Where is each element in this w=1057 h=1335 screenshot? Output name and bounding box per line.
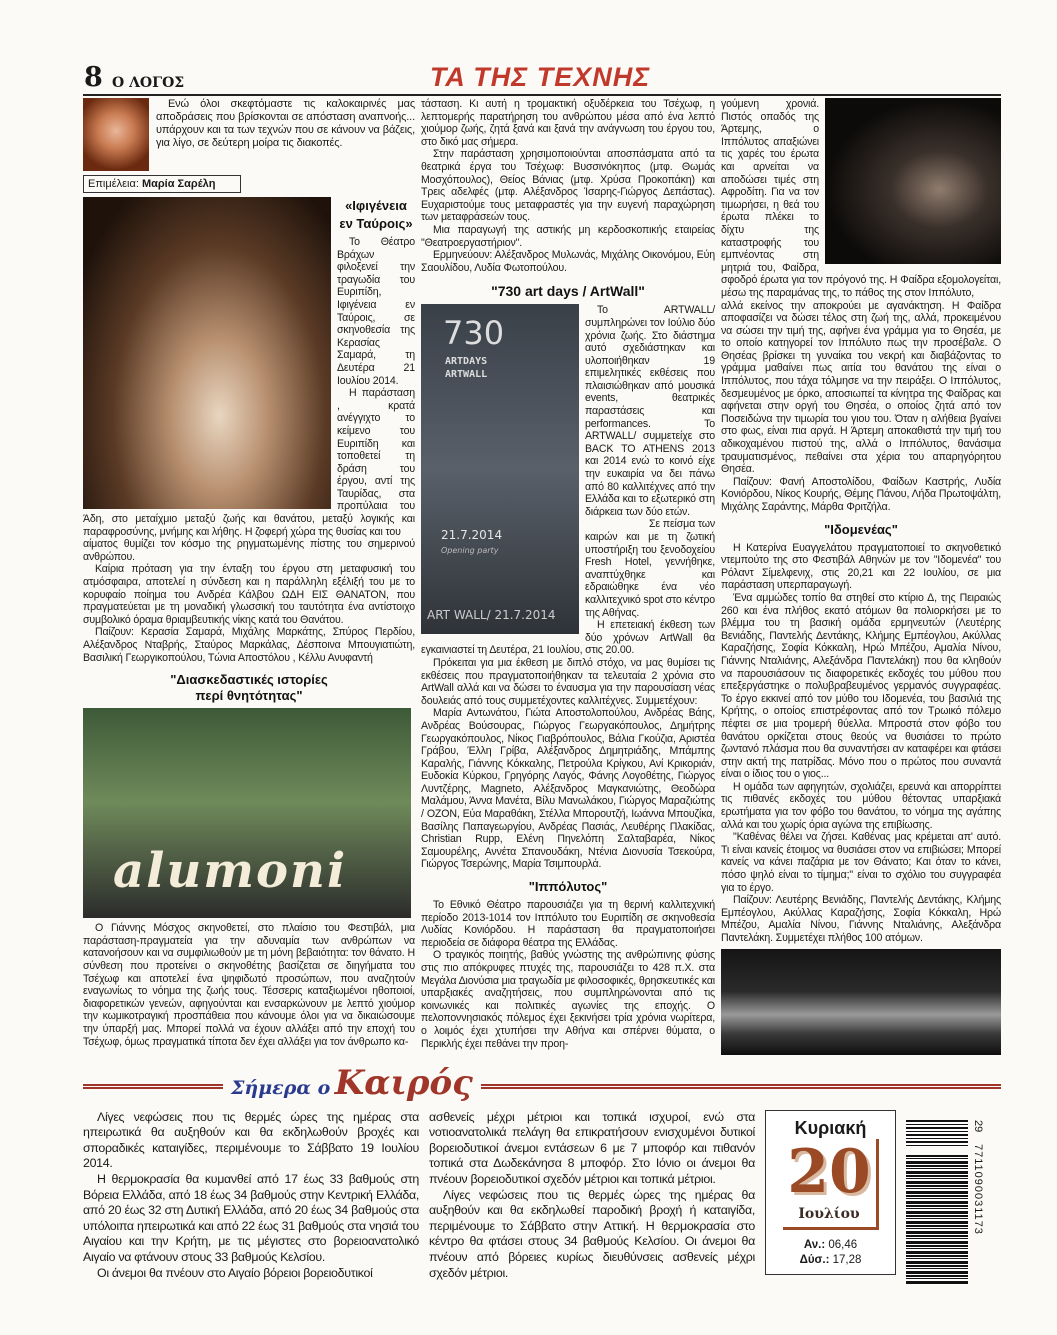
editor-name: Μαρία Σαρέλη bbox=[141, 178, 216, 190]
page-body bbox=[83, 98, 1001, 1285]
editor-credit bbox=[83, 175, 241, 193]
poster-date: 21.7.2014 bbox=[441, 528, 503, 543]
poster-number: 730 bbox=[443, 314, 505, 353]
paper-name: Ο ΛΟΓΟΣ bbox=[112, 75, 185, 91]
page-number: 8 bbox=[84, 62, 103, 93]
intro-text: Ενώ όλοι σκεφτόμαστε τις καλοκαιρινές μας αποδράσεις που βρίσκονται σε απόσταση αναπνοής... υπάρχουν και τα των τεχνών που σε κάνουν να βάζεις, για λίγο, σε δεύτερη μοίρα τις διακοπές. bbox=[156, 98, 415, 149]
weather-section bbox=[83, 1110, 1001, 1285]
poster-line1: ARTDAYS bbox=[445, 356, 488, 368]
intro bbox=[83, 98, 415, 171]
weather-banner-small: Σήμερα ο bbox=[231, 1076, 331, 1099]
barcode-labels bbox=[971, 1120, 984, 1235]
idomeneas-body: Η Κατερίνα Ευαγγελάτου πραγματοποιεί το σκηνοθετικό ντεμπούτο της στο Φεστιβάλ Αθηνών με τον "Ιδομενέα" του Ρόλαντ Σίμελφενιχ, στις 20,21 και 22 Ιουλίου, σε μια παράσταση υπερπαραγωγή. Ένα αμμώδες τοπίο θα στηθεί στο κτίριο Δ, της Πειραιώς 260 και ένα πλήθος εκατό ατόμων θα πολιορκήσει με το βλέμμα του τη βασική ομάδα ερμηνευτών (Λευτέρης Βενιάδης, Παντελής Δεντάκης, Κλήμης Εμπέογλου, Ακύλλας Καραζήσης, Σοφία Κόκκαλη, Ηρώ Μπέζου, Αμαλία Νίνου, Γιάννης Νταλιάνης, Αλεξάνδρα Παντελάκη) που θα κληθούν να παρουσιάσουν τις διαφορετικές εκδοχές του μύθου που επεξεργάστηκε ο πολυβραβευμένος γερμανός συγγραφέας. Το έργο εκκινεί από τον μύθο του Ιδομενέα, του βασιλιά της Κρήτης, ο οποίος επιστρέφοντας από τον Τρωικό πόλεμο πέφτει σε μια τρομερή θύελλα. Μπροστά στον φόβο του θανάτου ορκίζεται στους θεούς να θυσιάσει το πρώτο ζωντανό πλάσμα που θα συναντήσει αν καταφέρει και φτάσει στην ακτή της πατρίδας. Μόνο που ο πρώτος που συναντά είναι ο ίδιος του ο γιος... Η ομάδα των αφηγητών, σχολιάζει, ερευνά και απορρίπτει τις πιθανές εκδοχές του μύθου θέτοντας υπαρξιακά ερωτήματα για τον φόβο του θανάτου, το νόημα της αγάπης αλλά και του χωρίς όρια αγώνα της επιβίωσης. "Καθένας θέλει να ζήσει. Καθένας μας κρέμεται απ' αυτό. Τι είναι κανείς έτοιμος να θυσιάσει στον να επιβιώσει; Μπορεί κανείς να κάνει παζάρια με τον Θάνατο; Και όταν το κάνει, πόσο ψηλό είναι το τίμημα;" είναι το σχόλιο του συγγραφέα για το έργο. Παίζουν: Λευτέρης Βενιάδης, Παντελής Δεντάκης, Κλήμης Εμπέογλου, Ακύλλας Καραζήσης, Σοφία Κόκκαλη, Ηρώ Μπέζου, Αμαλία Νίνου, Γιάννης Νταλιάνης, Αλεξάνδρα Παντελάκη. Συμμετέχει πλήθος 100 ατόμων. bbox=[721, 541, 1001, 944]
chekhov-body: Ο Γιάννης Μόσχος σκηνοθετεί, στο πλαίσιο του Φεστιβάλ, μια παράσταση-πραγματεία για την αδυναμία των ανθρώπων να κατανοήσουν και να συμφιλιωθούν με τη μόνη βεβαιότητα: τον θάνατο. Η σύνθεση που προτείνει ο σκηνοθέτης βασίζεται σε διηγήματα του Τσέχωφ και αποτελεί ένα ψηφιδωτό προσώπων, που αναζητούν εναγωνίως το νόημα της ζωής τους. Τέσσερις καταξιωμένοι ηθοποιοί, διαφορετικών γενεών, αφηγούνται και ενσαρκώνουν με λεπτό χιούμορ την κωμικοτραγική προσπάθεια που κάνουμε όλοι για να δικαιώσουμε την ύπαρξή μας. Μπορεί πολλά να έχουν αλλάξει από την εποχή του Τσέχωφ, όμως πραγματικά τίποτα δεν έχει αλλάξει για τον άνθρωπο κα- bbox=[83, 922, 415, 1048]
article-columns bbox=[83, 98, 1001, 1055]
barcode-bars bbox=[906, 1155, 968, 1285]
poster-line2: ARTWALL bbox=[445, 369, 488, 381]
weather-rule-right bbox=[481, 1084, 1001, 1089]
barcode-issue: 29 bbox=[972, 1119, 984, 1132]
barcode-number: 7711090031173 bbox=[972, 1143, 984, 1235]
date-day: Κυριακή bbox=[794, 1117, 867, 1138]
section-title: ΤΑ ΤΗΣ ΤΕΧΝΗΣ bbox=[429, 62, 651, 92]
artwall-article bbox=[421, 304, 715, 871]
artwall-poster bbox=[421, 304, 579, 634]
barcode-issue-bars bbox=[906, 1120, 968, 1147]
weather-banner bbox=[231, 1063, 473, 1110]
date-number: 20 bbox=[787, 1136, 871, 1207]
chekhov-body-cont: τάσταση. Κι αυτή η τρομακτική οξυδέρκεια του Τσέχωφ, η λεπτομερής παρατήρηση του ανθρώπου μέσα από ένα λεπτό χιούμορ ζωής, ζητά ξανά και ξανά την ανάγνωση του έργου του, στο δικό μας σήμερα. Στην παράσταση χρησιμοποιούνται αποσπάσματα από τα θεατρικά έργα του Τσέχωφ: Βυσσινόκηπος (μτφ. Θωμάς Μοσχόπουλος), Θείος Βάνιας (μτφ. Χρύσα Προκοπάκη) και Τρεις αδελφές (μτφ. Αλέξανδρος Ίσαρης-Γιώργος Δεπάστας). Ευχαριστούμε τους μεταφραστές για την ευγενή παραχώρηση των μεταφράσεών τους. Μια παραγωγή της αστικής μη κερδοσκοπικής εταιρείας "Θεατροεργαστήριον". Ερμηνεύουν: Αλέξανδρος Μυλωνάς, Μιχάλης Οικονόμου, Εύη Σαουλίδου, Λυδία Φωτοπούλου. bbox=[421, 98, 715, 274]
date-frame bbox=[783, 1136, 879, 1230]
hippolytus-body: Το Εθνικό Θέατρο παρουσιάζει για τη θερινή καλλιτεχνική περίοδο 2013-1014 τον Ιππόλυτο του Ευριπίδη σε σκηνοθεσία Λυδίας Κονιόρδου. Η παράσταση θα πραγματοποιήσει περιοδεία σε διάφορα θέατρα της Ελλάδας. Ο τραγικός ποιητής, βαθύς γνώστης της ανθρώπινης φύσης στις πιο απόκρυφες πτυχές της, παρουσιάζει το 428 π.Χ. στα Μεγάλα Διονύσια μια τραγωδία με φιλοσοφικές, θρησκευτικές και υπαρξιακές αναζητήσεις, που συμπληρώνονται από τις κοινωνικές και πολιτικές αγωνίες της εποχής. Ο πελοποννησιακός πόλεμος έχει ξεκινήσει τρία χρόνια νωρίτερα, ο λοιμός έχει χτυπήσει την Αθήνα και σπέρνει θύματα, ο Περικλής έχει πεθάνει την προη- bbox=[421, 899, 715, 1050]
poster-subtitle: Opening party bbox=[441, 546, 499, 556]
weather-banner-row bbox=[83, 1063, 1001, 1110]
chekhov-photo bbox=[83, 708, 411, 918]
editor-photo bbox=[83, 98, 149, 171]
idomeneas-photo bbox=[721, 949, 1001, 1055]
hippolytus-photo bbox=[825, 98, 1001, 264]
sunset: Δύσ.: 17,28 bbox=[799, 1253, 862, 1266]
iphigenia-photo bbox=[83, 197, 331, 509]
column-1 bbox=[83, 98, 415, 1048]
photo-sign: alumoni bbox=[113, 843, 348, 900]
column-2 bbox=[421, 98, 715, 1050]
idomeneas-title: "Ιδομενέας" bbox=[824, 521, 898, 537]
editor-label: Επιμέλεια: bbox=[88, 178, 139, 190]
weather-banner-big: Καιρός bbox=[334, 1062, 473, 1103]
barcode bbox=[906, 1110, 984, 1285]
barcode-bars-group bbox=[906, 1120, 968, 1285]
weather-rule-left bbox=[83, 1084, 223, 1089]
date-month: Ιουλίου bbox=[798, 1205, 860, 1222]
chekhov-title: "Διασκεδαστικές ιστορίες περί θνητότητας" bbox=[170, 672, 328, 704]
date-box bbox=[765, 1110, 896, 1275]
sunrise: Αν.: 06,46 bbox=[803, 1238, 858, 1251]
iphigenia-article bbox=[83, 197, 415, 664]
weather-forecast-left: Λίγες νεφώσεις που τις θερμές ώρες της ημέρας στα ηπειρωτικά θα αυξηθούν και θα εκδηλωθούν βροχές και σποραδικές καταιγίδες, περιμένουμε το Σάββατο 19 Ιουλίου 2014. Η θερμοκρασία θα κυμανθεί από 17 έως 33 βαθμούς στη Βόρεια Ελλάδα, από 18 έως 34 βαθμούς στην Κεντρική Ελλάδα, από 20 έως 32 στη Δυτική Ελλάδα, από 20 έως 34 βαθμούς στα υπόλοιπα ηπειρωτικά και από 22 έως 31 βαθμούς στα νησιά του Αιγαίου και την Κρήτη, με τις μέγιστες στο βορειοανατολικό Αιγαίο να φτάνουν στους 33 βαθμούς Κελσίου. Οι άνεμοι θα πνέουν στο Αιγαίο βόρειοι βορειοδυτικοί bbox=[83, 1109, 419, 1280]
iphigenia-title: «Ιφιγένεια εν Ταύροις» bbox=[339, 198, 413, 231]
hippolytus-title: "Ιππόλυτος" bbox=[528, 879, 608, 895]
hippolytus-cont bbox=[721, 98, 1001, 514]
artwall-body: Το ARTWALL/ συμπληρώνει τον Ιούλιο δύο χρόνια ζωής. Στο διάστημα αυτό σχεδιάστηκαν και υλοποιήθηκαν 19 επιμελητικές εκθέσεις που πλαισιώθηκαν από μουσικά events, θεατρικές παραστάσεις και performances. Το ARTWALL/ συμμετείχε στο BACK TO ATHENS 2013 και 2014 ενώ το κοινό είχε την ευκαιρία να δει πάνω από 80 καλλιτέχνες από την Ελλάδα και το εξωτερικό στη διάρκεια των δύο ετών. Σε πείσμα των καιρών και με τη ζωτική υποστήριξη του ξενοδοχείου Fresh Hotel, γεννήθηκε, αναπτύχθηκε και εδραιώθηκε ένα νέο καλλιτεχνικό spot στο κέντρο της Αθήνας. Η επετειακή έκθεση των δύο χρόνων ArtWall θα εγκαινιαστεί τη Δευτέρα, 21 Ιουλίου, στις 20.00. Πρόκειται για μια έκθεση με διπλό στόχο, να μας θυμίσει τις εκθέσεις που πραγματοποιήθηκαν τα τελευταία 2 χρόνια στο ArtWall αλλά και να δώσει το έναυσμα για την παρουσίαση νέας δουλειάς από τους συμμετέχοντες καλλιτέχνες. Συμμετέχουν: Μαρία Αντωνάτου, Γιώτα Αποστολοπούλου, Ανδρέας Βάης, Ανδρέας Βούσουρας, Γιώργος Γεωργακόπουλος, Δημήτρης Γεωργακόπουλος, Νίκος Γιαβρόπουλος, Βάλια Γκούζια, Αριστέα Γράβου, Έλλη Γρίβα, Αλέξανδρος Δημητριάδης, Μπάμπης Καραλής, Γιάννης Κόκκαλης, Πετρούλα Κρίγκου, Ανί Κρικοριάν, Ευδοκία Κύρκου, Γρηγόρης Λαγός, Φάνης Λογοθέτης, Γιώργος Λυντζέρης, Magneto, Αλέξανδρος Μαγκανιώτης, Θεοδώρα Μαλάμου, Άννα Μανέτα, Βίλυ Μανωλάκου, Γιώργος Μαραζιώτης / OZON, Εύα Μαραθάκη, Στέλλα Μπορουτζή, Ιωάννα Μπουζίκα, Βασίλης Παπαγεωργίου, Ανδρέας Πασιάς, Λευθέρης Πλακίδας, Christian Rupp, Ελένη Πηνελόπη Σαλταβαρέα, Νίκος Σαμουρέλης, Αννέτα Σπανουδάκη, Ντένια Διονυσία Τσεκούρα, Γιώργος Τσερώνης, Μαρία Τσιμπουρλά. bbox=[421, 304, 715, 871]
header-rule bbox=[83, 94, 1001, 96]
artwall-title: "730 art days / ArtWall" bbox=[491, 283, 645, 300]
column-3 bbox=[721, 98, 1001, 1055]
weather-forecast-right: ασθενείς μέχρι μέτριοι και τοπικά ισχυροί, ενώ στα νοτιοανατολικά πελάγη θα επικρατήσουν ενισχυμένοι δυτικοί βορειοδυτικοί άνεμοι εντάσεων 6 με 7 μποφόρ και πιθανόν τοπικά στα Δωδεκάνησα 8 μποφόρ. Στο Ιόνιο οι άνεμοι θα πνέουν βορειοδυτικοί σχεδόν μέτριοι και τοπικά μέτριοι. Λίγες νεφώσεις που τις θερμές ώρες της ημέρας θα αυξηθούν και θα εκδηλωθεί παροδική βροχή ή καταιγίδα, περιμένουμε το Σάββατο στην Αττική. Η θερμοκρασία στο κέντρο θα φτάσει στους 34 βαθμούς Κελσίου. Οι άνεμοι θα πνέουν από βόρειες κυρίως διευθύνσεις ασθενείς μέχρι σχεδόν μέτριοι. bbox=[429, 1109, 755, 1280]
poster-bottom: ART WALL/ 21.7.2014 bbox=[427, 608, 556, 623]
iphigenia-body-narrow: Το Θέατρο Βράχων φιλοξενεί την τραγωδία του Ευριπίδη, Ιφιγένεια εν Ταύροις, σε σκηνοθεσία της Κερασίας Σαμαρά, τη Δευτέρα 21 Ιουλίου 2014. Η παράσταση , κρατά ανέγγιχτο το κείμενο του Ευριπίδη και τοποθετεί τη δράση του έργου, αντί της Ταυρίδας, στα προπύλαια του Άδη, στο μεταίχμιο μεταξύ ζωής και θανάτου, μεταξύ λογικής και παραφροσύνης, μνήμης και λήθης. Η ζοφερή χώρα της θυσίας και του αίματος θυμίζει τον κόσμο της ρηγματωμένης πίστης του σημερινού ανθρώπου. Καίρια πρόταση για την ένταξη του έργου στη μεταφυσική του ατμόσφαιρα, αποτελεί η σύνδεση και η παράλληλη εξέλιξή του με το κορυφαίο ποίημα του Ανδρέα Κάλβου ΩΔΗ ΕΙΣ ΘΑΝΑΤΟΝ, που πραγματεύεται με τη μοναδική γλωσσική του ταυτότητα ένα αντίστοιχο συμβολικό όραμα θριαμβευτικής νίκης κατά του Θανάτου. Παίζουν: Κερασία Σαμαρά, Μιχάλης Μαρκάτης, Σπύρος Περδίου, Αλέξανδρος Νταβρής, Σταύρος Μαρκάλας, Δέσποινα Μπουγιατιώτη, Βασιλική Γεωργικοπούλου, Τώνια Αποστόλου , Κέλλυ Ανυφαντή bbox=[83, 236, 415, 664]
hippolytus-body-cont: γούμενη χρονιά. Πιστός οπαδός της Άρτεμης, ο Ιππόλυτος απαξιώνει τις χαρές του έρωτα και αρνείται να αποδώσει τιμές στη Αφροδίτη. Για να τον τιμωρήσει, η θεά του έρωτα πλέκει το δίχτυ της καταστροφής του εμπνέοντας στη μητριά του, Φαίδρα, σφοδρό έρωτα για τον πρόγονό της. Η Φαίδρα εξομολογείται, μέσω της παραμάνας της, το πάθος της στον Ιππόλυτο, αλλά εκείνος την αποκρούει με αγανάκτηση. Η Φαίδρα αποφασίζει να δώσει τέλος στη ζωή της, αλλά, προκειμένου να σώσει την τιμή της, αφήνει ένα γράμμα για το Θησέα, με το οποίο κατηγορεί τον Ιππόλυτο πως την προσέβαλε. Ο Θησέας βρίσκει τη γυναίκα του νεκρή και διαβάζοντας το γράμμα μαθαίνει πως αιτία του θανάτου της είναι ο Ιππόλυτος, που τάχα τόλμησε να την πειράξει. Ο Ιππόλυτος, δεσμευμένος με όρκο, αποσιωπεί τα κίνητρα της Φαίδρας και αφήνεται στην οργή του Θησέα, ο οποίος ζητά από τον Ποσειδώνα την τιμωρία του γιου του. Όταν η αλήθεια βγαίνει στο φως, είναι πια αργά. Η Άρτεμη αποκαθιστά την τιμή του αδικοχαμένου πιστού της, αλλά ο Ιππόλυτος, θανάσιμα τραυματισμένος, πεθαίνει στα χέρια του απαρηγόρητου Θησέα. Παίζουν: Φανή Αποστολίδου, Φαίδων Καστρής, Λυδία Κονιόρδου, Νίκος Κουρής, Θέμης Πάνου, Λήδα Πρωτοψάλτη, Μιχάλης Σαράντης, Μάρθα Φριτζήλα. bbox=[721, 98, 1001, 513]
